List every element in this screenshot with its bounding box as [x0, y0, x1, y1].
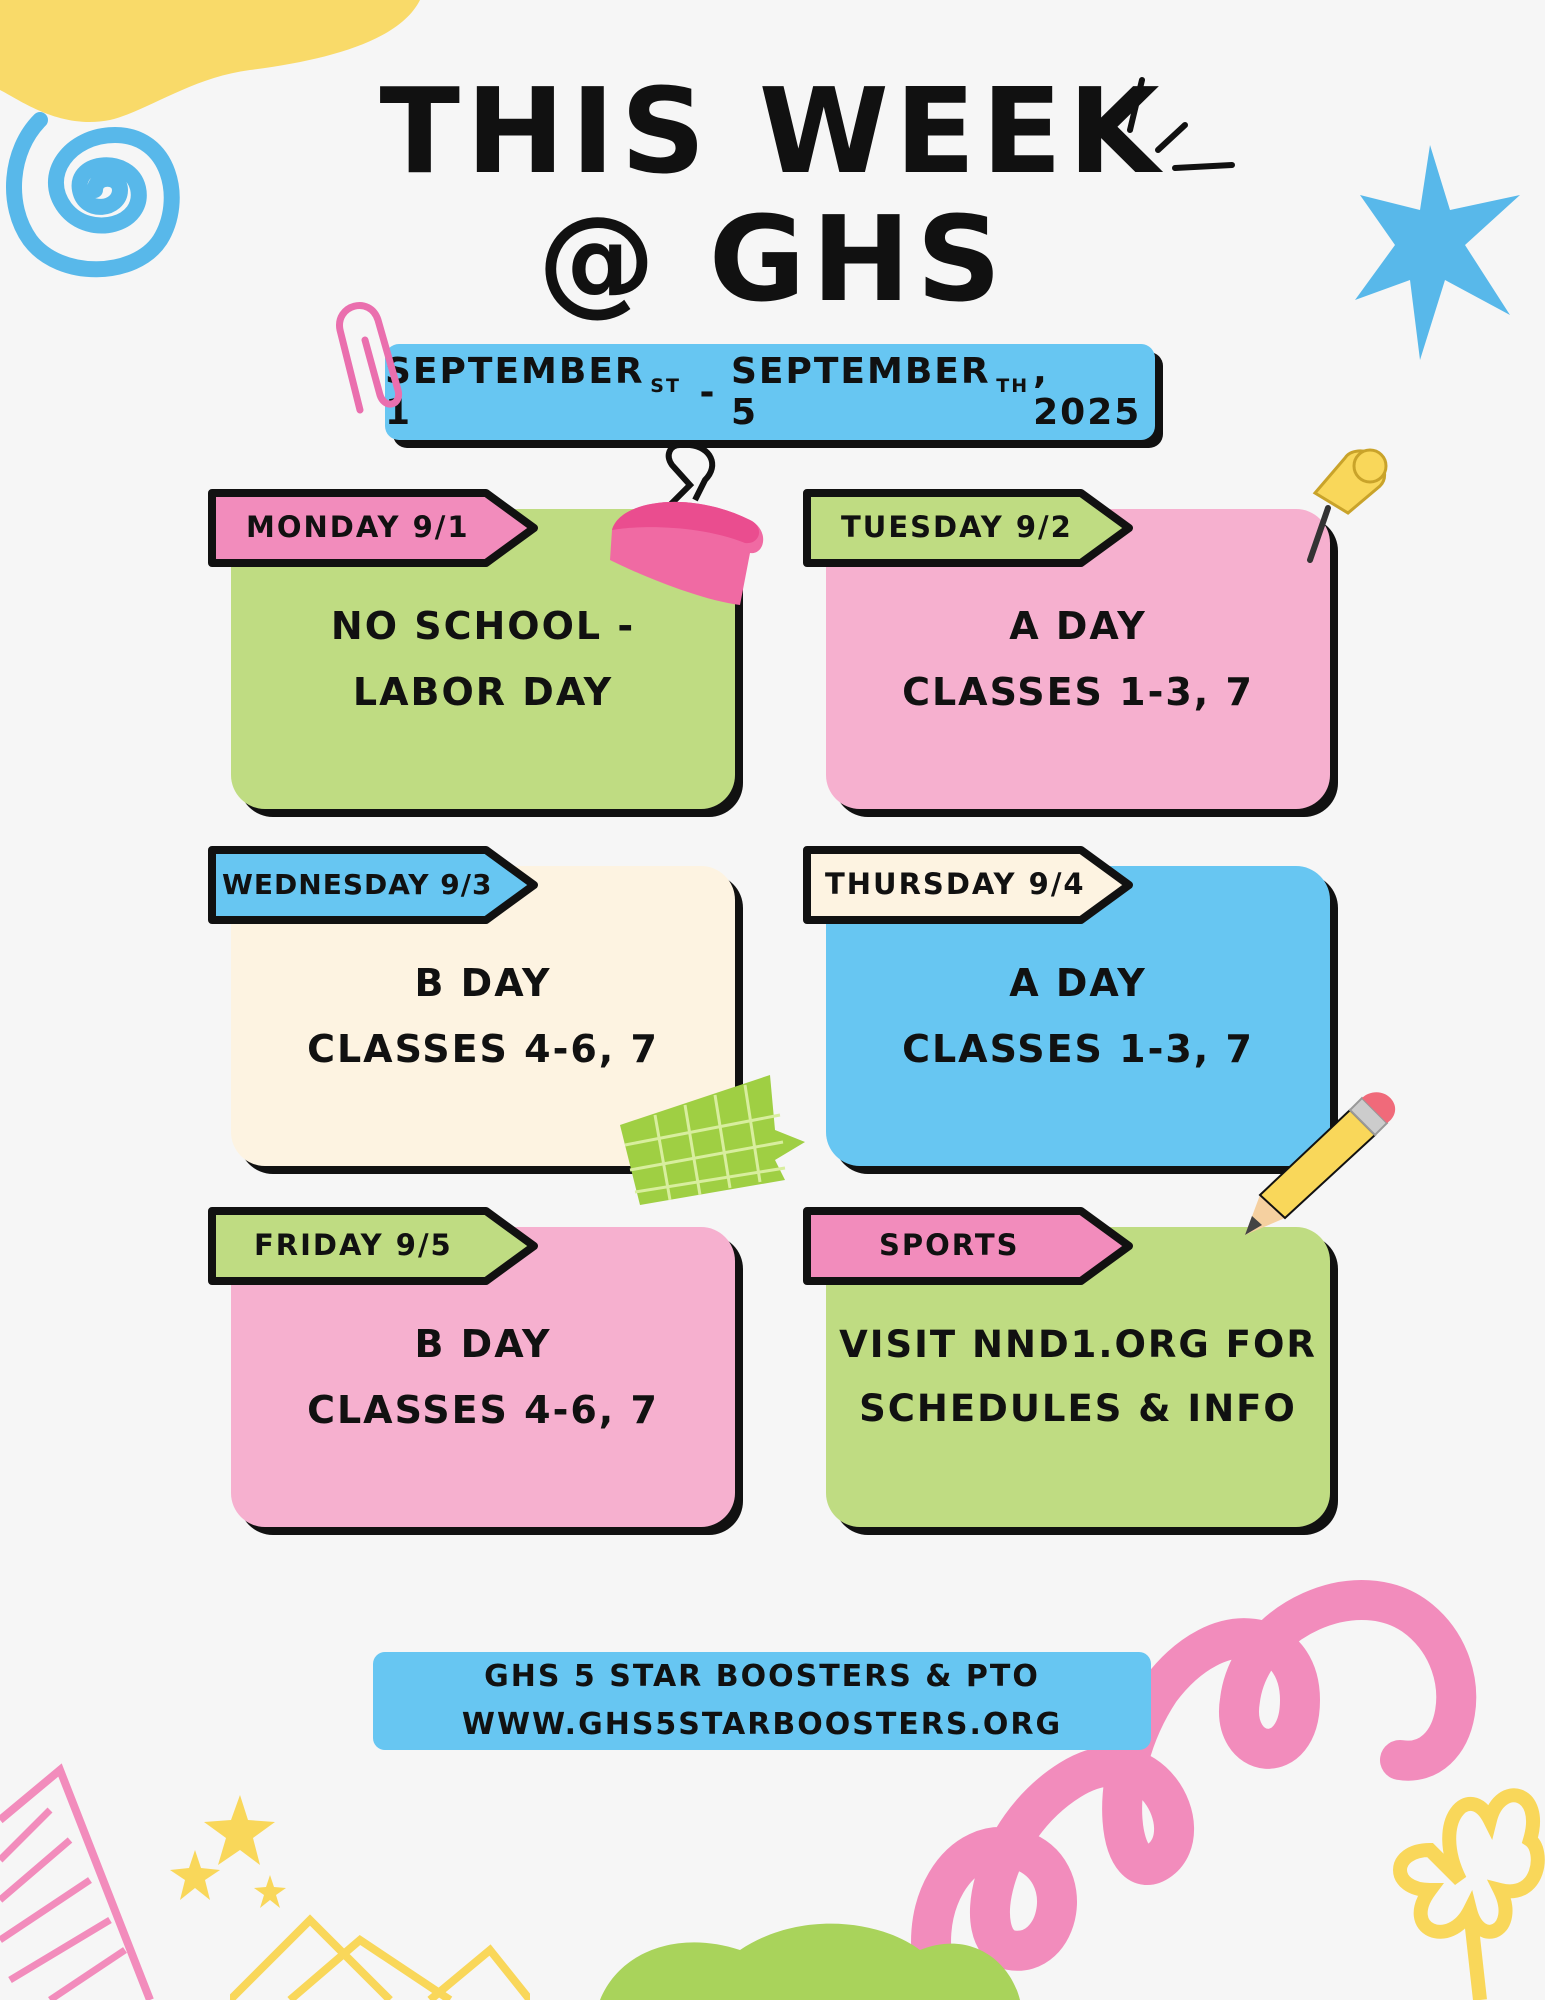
card-line1: B DAY: [414, 961, 552, 1005]
card-line1: A DAY: [1009, 961, 1147, 1005]
date-start-suffix: ST: [650, 375, 681, 397]
push-pin-icon: [1290, 438, 1400, 568]
tag-label: TUESDAY 9/2: [841, 510, 1073, 544]
card-line2: CLASSES 4-6, 7: [307, 1388, 659, 1432]
page-title-line1: THIS WEEK: [379, 62, 1166, 200]
card-line2: SCHEDULES & INFO: [859, 1387, 1297, 1430]
bottom-green-blob: [600, 1910, 1020, 2000]
footer-website[interactable]: WWW.GHS5STARBOOSTERS.ORG: [461, 1707, 1063, 1742]
card-line2: CLASSES 1-3, 7: [902, 670, 1254, 714]
card-line1: B DAY: [414, 1322, 552, 1366]
footer-banner: [373, 1652, 1151, 1750]
card-line2: LABOR DAY: [352, 670, 614, 714]
bottom-yellow-flower: [1370, 1760, 1545, 2000]
date-end-suffix: TH: [996, 375, 1030, 397]
day-tag-tuesday: [803, 489, 1135, 551]
page-title-line2: @ GHS: [537, 190, 1008, 328]
date-separator: -: [684, 371, 731, 413]
card-line2: CLASSES 1-3, 7: [902, 1027, 1254, 1071]
day-tag-thursday: [803, 846, 1135, 908]
card-line2: CLASSES 4-6, 7: [307, 1027, 659, 1071]
day-tag-monday: [208, 489, 540, 551]
day-tag-sports: [803, 1207, 1135, 1269]
date-end: SEPTEMBER 5: [730, 351, 991, 433]
paperclip-icon: [330, 290, 420, 420]
bottom-yellow-scribble: [230, 1900, 530, 2000]
date-start: SEPTEMBER 1: [385, 351, 645, 433]
date-range-banner: [385, 344, 1155, 440]
pencil-icon: [1240, 1090, 1400, 1240]
card-line1: VISIT NND1.ORG FOR: [839, 1323, 1317, 1366]
washi-tape-icon: [615, 1070, 805, 1210]
bottom-left-pink-hatch: [0, 1750, 180, 2000]
card-line1: A DAY: [1009, 604, 1147, 648]
day-tag-friday: [208, 1207, 540, 1269]
tag-label: SPORTS: [879, 1228, 1020, 1262]
tag-label: FRIDAY 9/5: [254, 1228, 453, 1262]
tag-label: MONDAY 9/1: [246, 510, 470, 544]
card-line1: NO SCHOOL -: [330, 604, 636, 648]
binder-clip-icon: [600, 435, 780, 615]
day-tag-wednesday: [208, 846, 540, 908]
date-year: , 2025: [1033, 351, 1142, 433]
footer-org: GHS 5 STAR BOOSTERS & PTO: [484, 1659, 1040, 1694]
tag-label: THURSDAY 9/4: [825, 867, 1086, 901]
tag-label: WEDNESDAY 9/3: [222, 867, 493, 901]
